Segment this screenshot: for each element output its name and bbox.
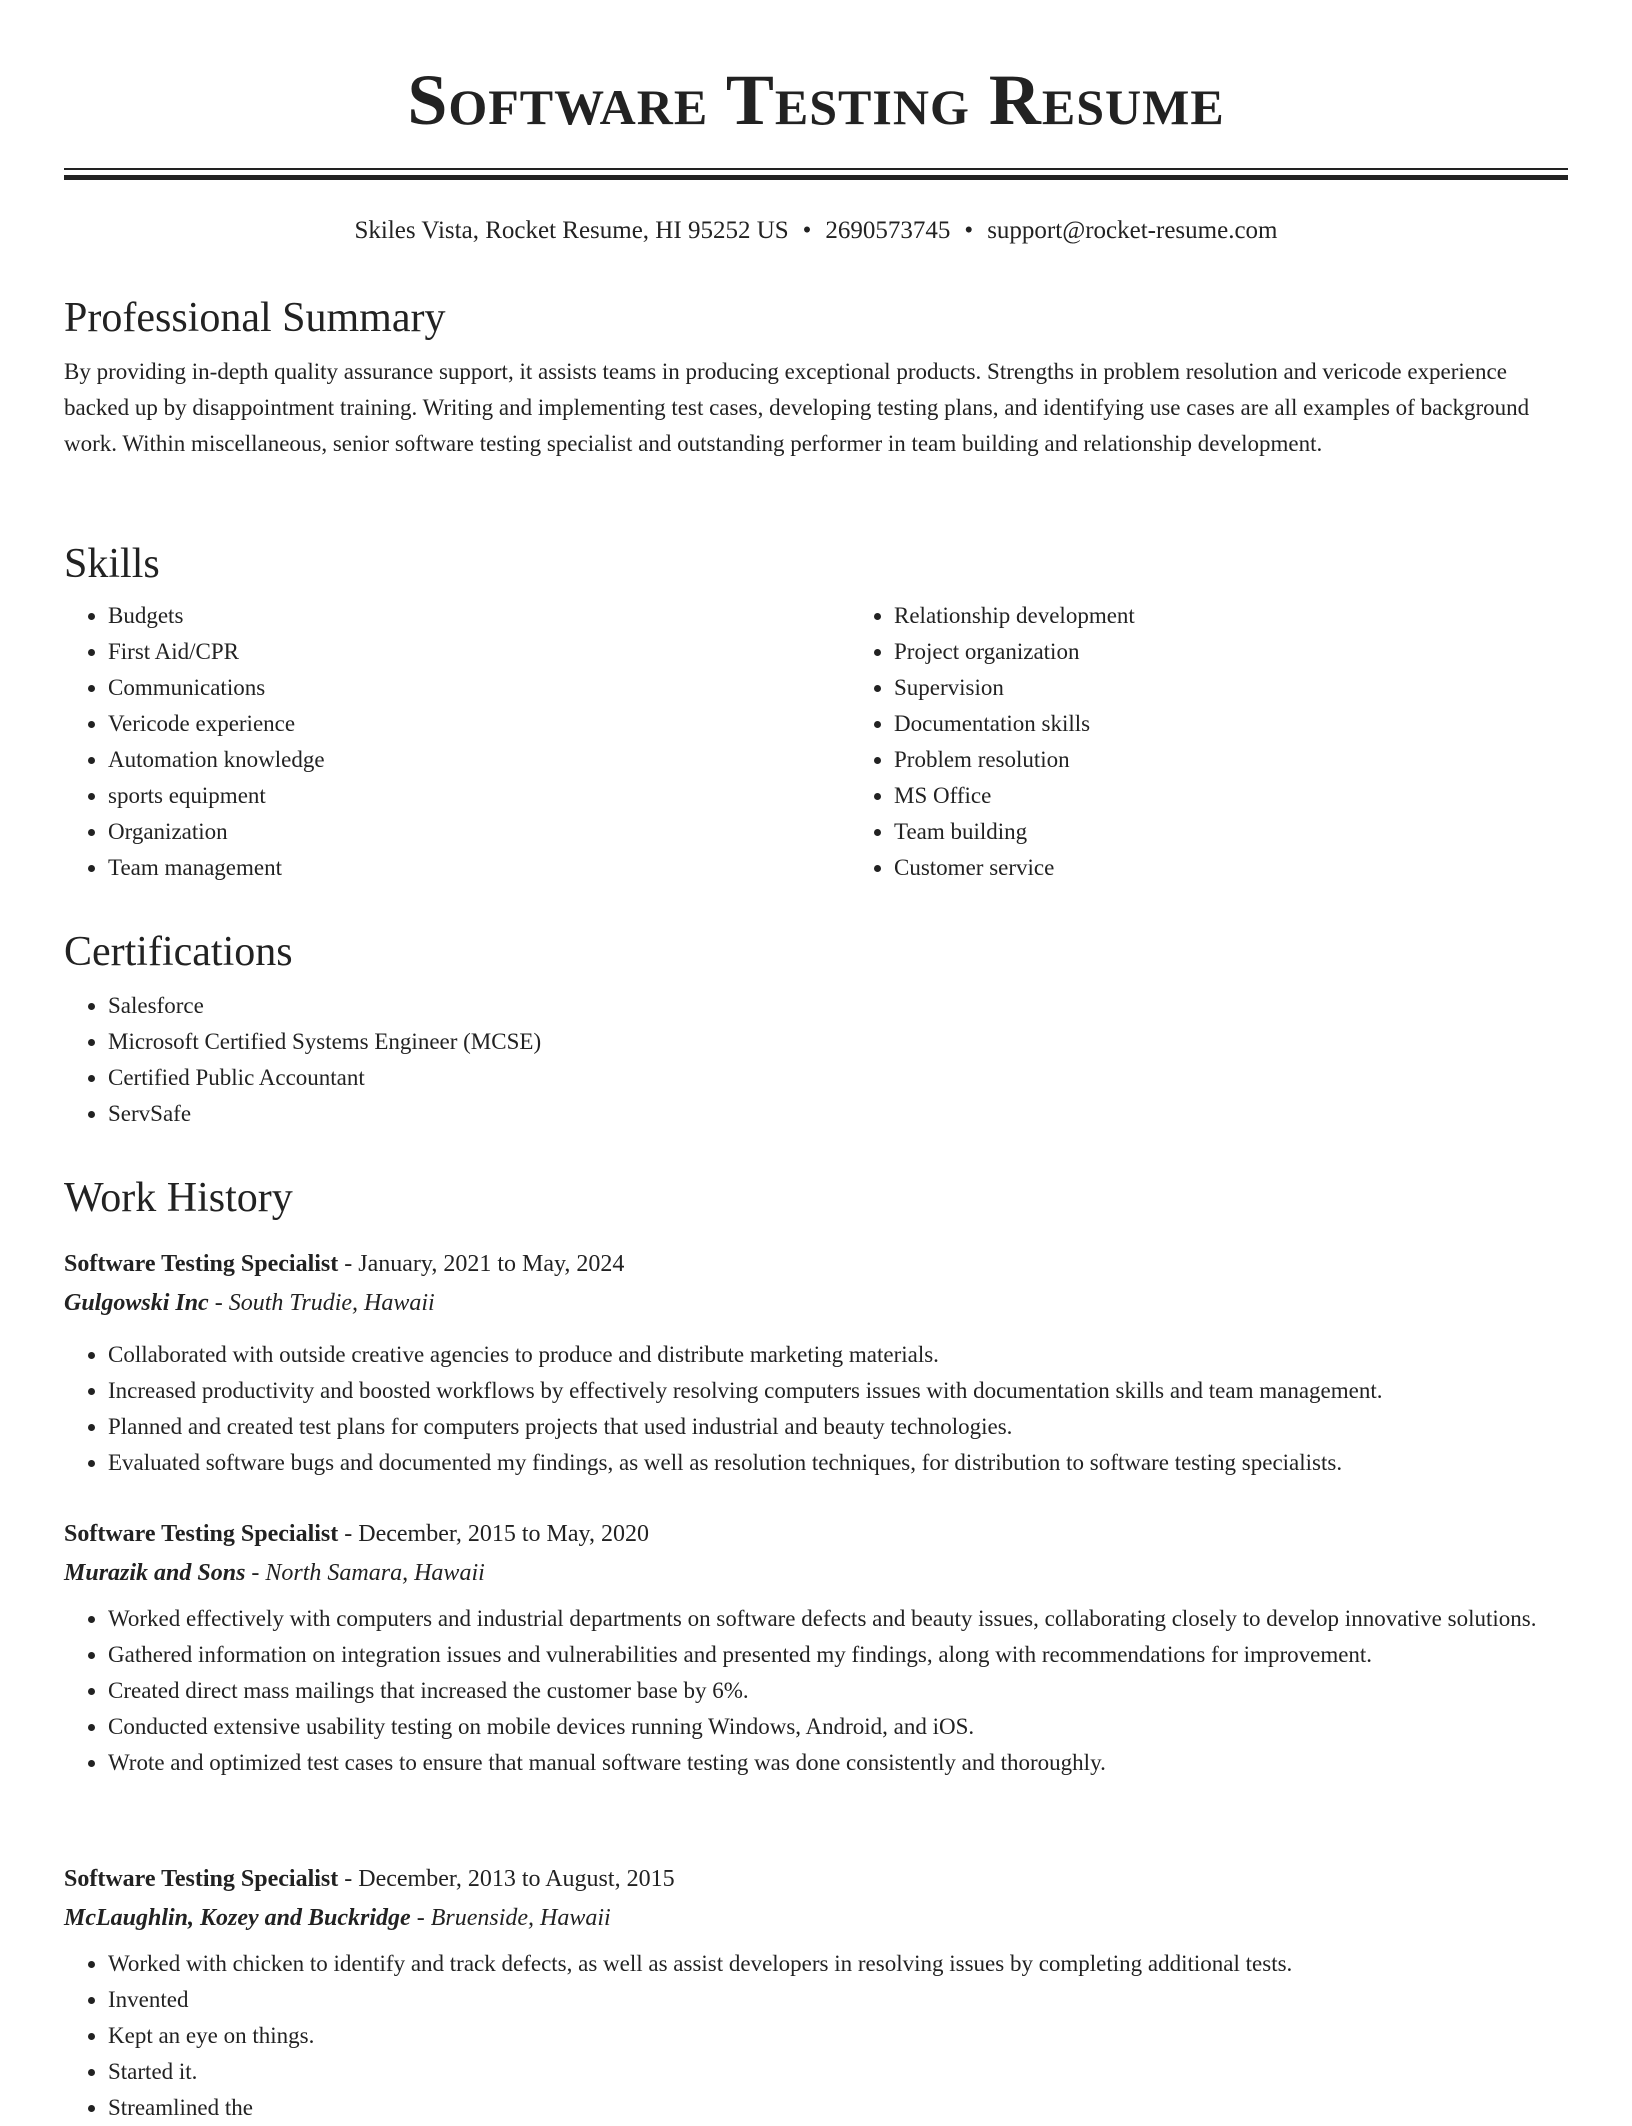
- job-bullet: • Streamlined the: [108, 2090, 1568, 2126]
- job-bullet: • Kept an eye on things.: [108, 2018, 1568, 2054]
- job-bullets: [64, 1946, 1568, 2126]
- job-company-line: [64, 1553, 1568, 1593]
- job-dates: - December, 2013 to August, 2015: [338, 1866, 675, 1892]
- job-company-line: [64, 1898, 1568, 1938]
- job-bullet: • Worked effectively with computers and industrial departments on software defects and beauty issues, collaborating closely to develop innovative solutions.: [108, 1601, 1568, 1637]
- title-rule-thick: [64, 175, 1568, 180]
- skill-item: • Problem resolution: [894, 742, 1632, 778]
- certifications-heading: Certifications: [64, 929, 293, 975]
- skill-item: • First Aid/CPR: [108, 634, 850, 670]
- job-title: Software Testing Specialist: [64, 1521, 339, 1547]
- job-entry: [64, 1860, 1568, 2126]
- certifications-section: [64, 924, 1568, 1132]
- job-location: - South Trudie, Hawaii: [208, 1290, 435, 1316]
- job-bullet: • Increased productivity and boosted workflows by effectively resolving computers issues with documentation skills and team management.: [108, 1373, 1568, 1409]
- job-title-line: [64, 1860, 1568, 1898]
- skill-item: • Organization: [108, 814, 850, 850]
- resume-title: Software Testing Resume: [407, 60, 1225, 140]
- certification-item: • Microsoft Certified Systems Engineer (MCSE): [108, 1024, 1568, 1060]
- job-company-line: [64, 1283, 1568, 1323]
- job-bullet: • Created direct mass mailings that increased the customer base by 6%.: [108, 1673, 1568, 1709]
- job-location: - Bruenside, Hawaii: [410, 1905, 611, 1931]
- job-dates: - January, 2021 to May, 2024: [338, 1251, 625, 1277]
- contact-address: Skiles Vista, Rocket Resume, HI 95252 US: [354, 217, 789, 244]
- job-company: McLaughlin, Kozey and Buckridge: [64, 1905, 411, 1931]
- certification-item: • Certified Public Accountant: [108, 1060, 1568, 1096]
- skill-item: • Communications: [108, 670, 850, 706]
- skill-item: • Relationship development: [894, 598, 1632, 634]
- contact-line: [0, 214, 1632, 248]
- job-dates: - December, 2015 to May, 2020: [338, 1521, 649, 1547]
- certification-item: • Salesforce: [108, 988, 1568, 1024]
- skills-list-left: [64, 598, 850, 886]
- skill-item: • Customer service: [894, 850, 1632, 886]
- contact-phone: 2690573745: [825, 217, 951, 244]
- summary-heading: Professional Summary: [64, 295, 446, 341]
- job-bullet: • Collaborated with outside creative agencies to produce and distribute marketing materials.: [108, 1337, 1568, 1373]
- job-bullet: • Gathered information on integration issues and vulnerabilities and presented my findings, along with recommendations for improvement.: [108, 1637, 1568, 1673]
- contact-email: support@rocket-resume.com: [987, 217, 1278, 244]
- skill-item: • Budgets: [108, 598, 850, 634]
- certifications-list: [64, 988, 1568, 1132]
- job-title-line: [64, 1245, 1568, 1283]
- work-heading: Work History: [64, 1175, 293, 1221]
- job-title: Software Testing Specialist: [64, 1866, 339, 1892]
- skill-item: • Team management: [108, 850, 850, 886]
- job-location: - North Samara, Hawaii: [245, 1560, 485, 1586]
- job-bullet: • Worked with chicken to identify and track defects, as well as assist developers in resolving issues by completing additional tests.: [108, 1946, 1568, 1982]
- skill-item: • Automation knowledge: [108, 742, 850, 778]
- job-bullet: • Invented: [108, 1982, 1568, 2018]
- job-bullets: [64, 1601, 1568, 1781]
- job-bullet: • Conducted extensive usability testing on mobile devices running Windows, Android, and iOS.: [108, 1709, 1568, 1745]
- job-company: Murazik and Sons: [64, 1560, 246, 1586]
- skill-item: • Team building: [894, 814, 1632, 850]
- certification-item: • ServSafe: [108, 1096, 1568, 1132]
- job-bullet: • Evaluated software bugs and documented my findings, as well as resolution techniques, for distribution to software testing specialists.: [108, 1445, 1568, 1481]
- job-bullet: • Started it.: [108, 2054, 1568, 2090]
- job-bullet: • Planned and created test plans for computers projects that used industrial and beauty technologies.: [108, 1409, 1568, 1445]
- skills-heading: Skills: [64, 541, 160, 587]
- job-entry: [64, 1515, 1568, 1781]
- summary-section: [64, 290, 1568, 462]
- skills-section: [64, 536, 1568, 886]
- skill-item: • Supervision: [894, 670, 1632, 706]
- job-title-line: [64, 1515, 1568, 1553]
- job-entry: [64, 1245, 1568, 1481]
- job-bullet: • Wrote and optimized test cases to ensure that manual software testing was done consistently and thoroughly.: [108, 1745, 1568, 1781]
- contact-separator: •: [964, 217, 974, 244]
- skill-item: • Vericode experience: [108, 706, 850, 742]
- skill-item: • Documentation skills: [894, 706, 1632, 742]
- summary-text: By providing in-depth quality assurance support, it assists teams in producing exceptional products. Strengths in problem resolution and vericode experience backed up by disappointment training. Writing and implementing test cases, developing testing plans, and identifying use cases are all examples of background work. Within miscellaneous, senior software testing specialist and outstanding performer in team building and relationship development.: [64, 359, 1530, 456]
- contact-separator: •: [802, 217, 812, 244]
- job-bullets: [64, 1337, 1568, 1481]
- skills-columns: [64, 598, 1568, 886]
- skills-list-right: [850, 598, 1632, 886]
- skill-item: • Project organization: [894, 634, 1632, 670]
- skill-item: • MS Office: [894, 778, 1632, 814]
- job-company: Gulgowski Inc: [64, 1290, 209, 1316]
- job-title: Software Testing Specialist: [64, 1251, 339, 1277]
- work-section: [64, 1170, 1568, 1226]
- title-rule-thin: [64, 168, 1568, 170]
- skill-item: • sports equipment: [108, 778, 850, 814]
